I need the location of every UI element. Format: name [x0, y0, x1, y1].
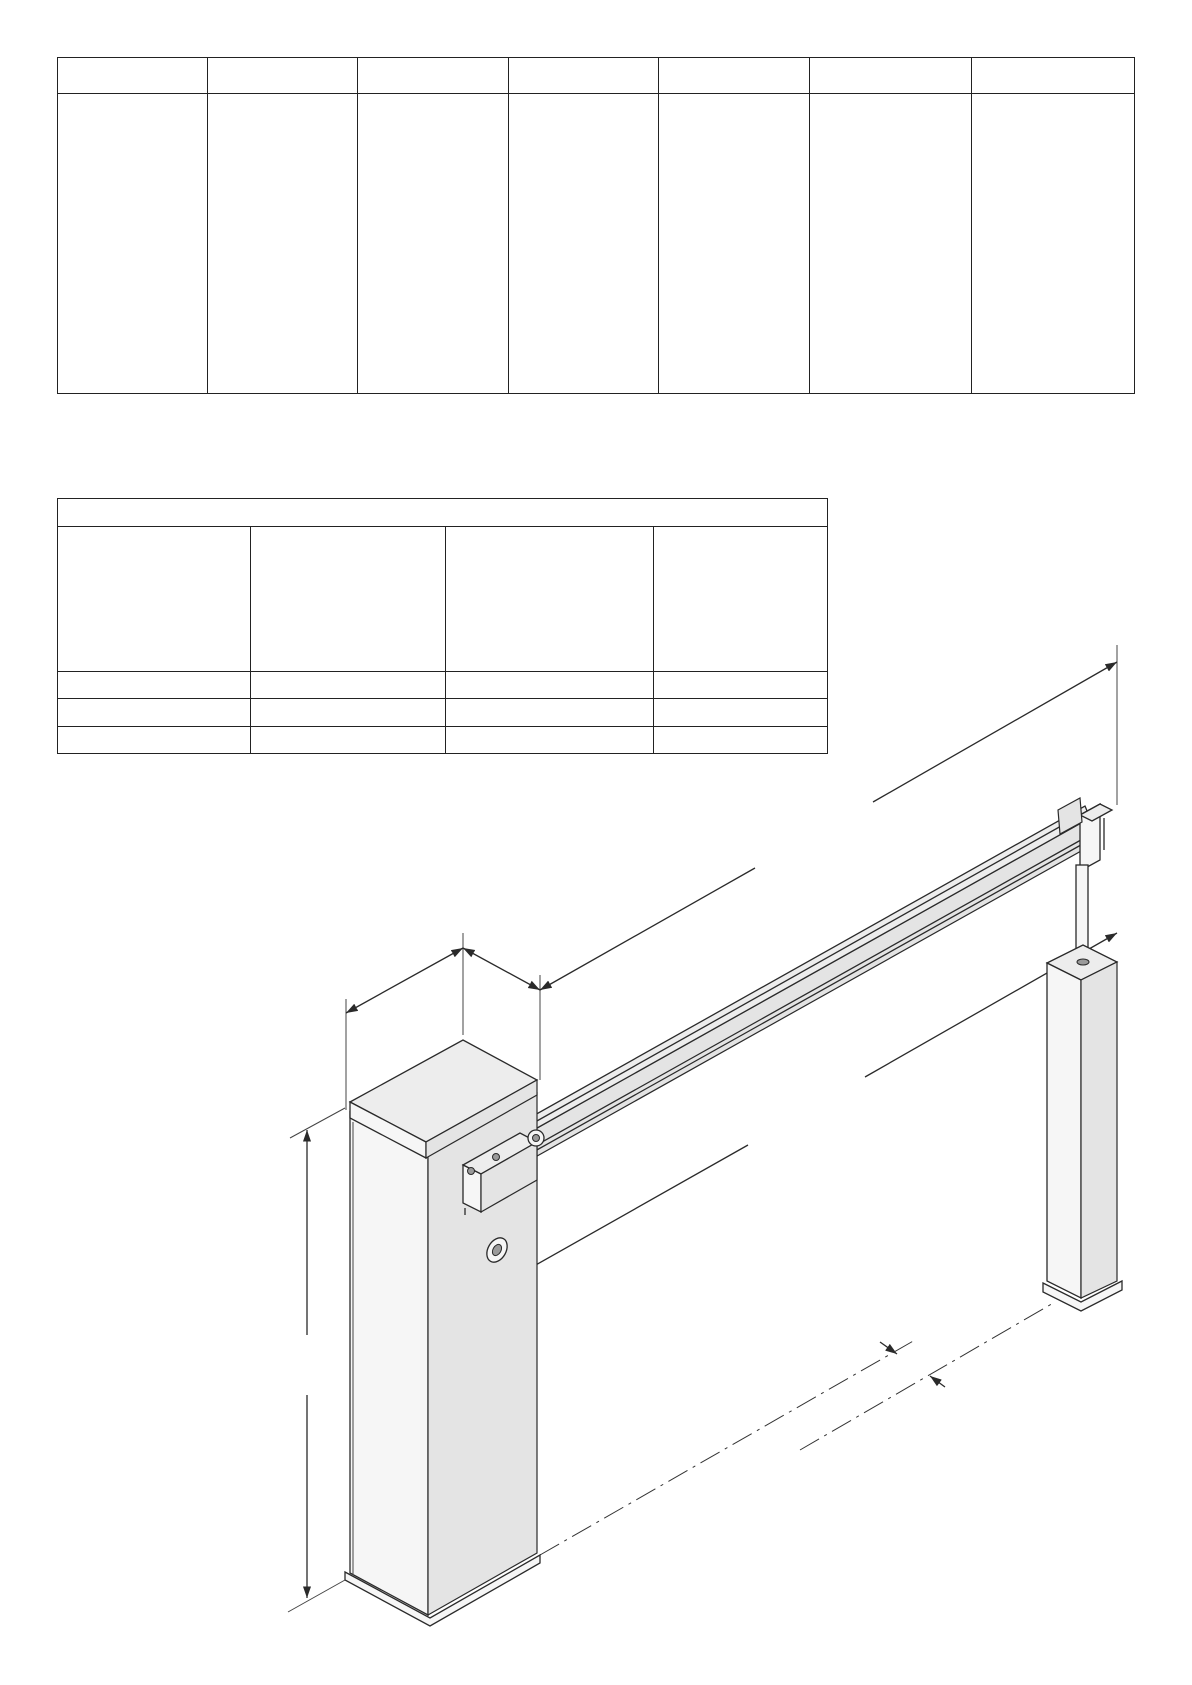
gate-cabinet — [345, 1040, 544, 1626]
axis-line — [540, 1340, 915, 1555]
floor-axis-lines — [540, 1302, 1055, 1555]
extension-line — [288, 1580, 345, 1612]
dimension-depth — [346, 948, 463, 1013]
dimension-offset-arrow — [930, 1376, 945, 1387]
support-post — [1043, 865, 1122, 1311]
cabinet-front-face — [350, 1112, 428, 1615]
dimension-boom-length-a — [540, 868, 755, 990]
boom-side — [530, 818, 1090, 1160]
bracket-bolt — [468, 1168, 475, 1175]
boom-arm — [524, 798, 1112, 1160]
post-right-face — [1081, 962, 1117, 1298]
boom-groove — [535, 841, 1088, 1151]
boom-edge — [528, 812, 1086, 1126]
post-left-face — [1047, 963, 1081, 1298]
extension-line — [290, 1108, 345, 1138]
dimension-boom-length-b — [873, 662, 1117, 802]
post-rod-socket — [1077, 959, 1089, 965]
dimension-width — [463, 948, 540, 990]
boom-groove — [535, 836, 1088, 1146]
axis-line — [800, 1302, 1055, 1450]
bracket-bolt — [493, 1154, 500, 1161]
arm-hub-bolt — [533, 1135, 540, 1142]
